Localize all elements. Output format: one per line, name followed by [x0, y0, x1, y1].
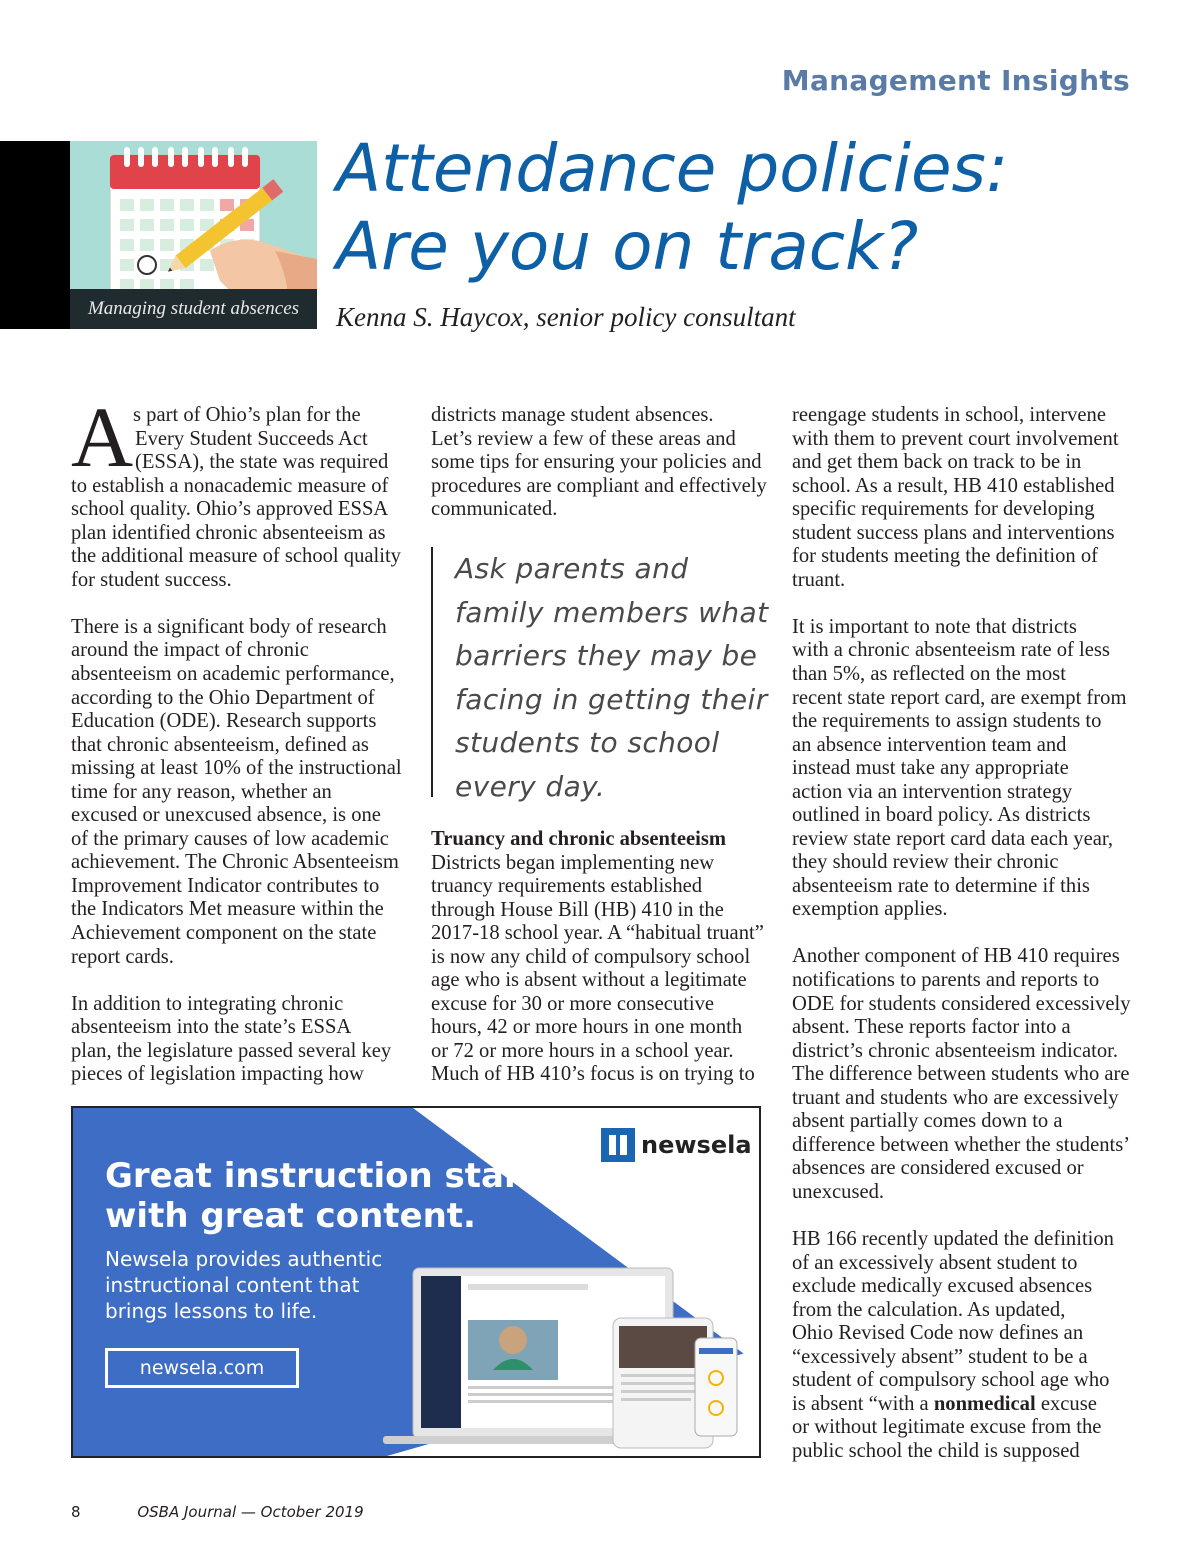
text-line: absenteeism rate to determine if this [792, 874, 1090, 897]
text-line: student of compulsory school age who [792, 1369, 1110, 1392]
text-line: Another component of HB 410 requires [792, 945, 1120, 968]
text-line: truancy requirements established [431, 875, 703, 898]
text-line: s part of Ohio’s plan for the [133, 404, 361, 426]
text-line [792, 1393, 1132, 1417]
text-line: the Indicators Met measure within the [71, 898, 384, 921]
ad-body-line: instructional content that [105, 1273, 360, 1297]
text-line: 2017-18 school year. A “habitual truant” [431, 922, 764, 945]
publication-info: OSBA Journal — October 2019 [137, 1503, 364, 1521]
column-3 [792, 404, 1132, 1487]
text-line: communicated. [431, 498, 558, 521]
text-line: the requirements to assign students to [792, 710, 1102, 733]
text-line: specific requirements for developing [792, 498, 1095, 521]
text-line: absences are considered excused or [792, 1157, 1084, 1180]
accent-bar [0, 141, 70, 329]
text-line: with a chronic absenteeism rate of less [792, 639, 1110, 662]
text-line: Districts began implementing new [431, 851, 715, 874]
text-line: notifications to parents and reports to [792, 969, 1100, 992]
text-line: with them to prevent court involvement [792, 427, 1119, 450]
text-line: or 72 or more hours in a school year. [431, 1039, 734, 1062]
text-line: HB 166 recently updated the definition [792, 1228, 1114, 1250]
text-line: (ESSA), the state was required [135, 451, 389, 474]
text-line: according to the Ohio Department of [71, 686, 375, 709]
column-1 [71, 389, 406, 1110]
article-headline [336, 130, 1156, 286]
text-line: review state report card data each year, [792, 827, 1114, 850]
text-line: recent state report card, are exempt from [792, 686, 1127, 709]
text-line: exemption applies. [792, 898, 948, 921]
text-line: than 5%, as reflected on the most [792, 662, 1066, 685]
text-line: absent. These reports factor into a [792, 1016, 1071, 1039]
text-line: an absence intervention team and [792, 733, 1067, 756]
text-line: The difference between students who are [792, 1063, 1130, 1086]
paragraph [792, 1228, 1132, 1463]
text-line: absenteeism on academic performance, [71, 662, 395, 685]
page-footer [71, 1503, 364, 1521]
text-line: procedures are compliant and effectively [431, 474, 767, 497]
paragraph [792, 616, 1132, 922]
paragraph [71, 389, 406, 592]
ad-body [105, 1246, 382, 1324]
paragraph [71, 616, 406, 969]
text-line: of an excessively absent student to [792, 1251, 1078, 1274]
text-line: Every Student Succeeds Act [135, 427, 368, 450]
hero-caption: Managing student absences [70, 289, 317, 329]
text-line: school quality. Ohio’s approved ESSA [71, 498, 389, 521]
paragraph [792, 404, 1132, 592]
text-line: plan identified chronic absenteeism as [71, 521, 386, 544]
text-line: plan, the legislature passed several key [71, 1039, 392, 1062]
ad-body-line: brings lessons to life. [105, 1299, 318, 1323]
text-line: It is important to note that districts [792, 615, 1077, 638]
text-line: achievement. The Chronic Absenteeism [71, 851, 399, 874]
text-line: school. As a result, HB 410 established [792, 474, 1115, 497]
text-line: age who is absent without a legitimate [431, 969, 747, 992]
pull-quote-line: every day. [455, 769, 606, 803]
byline: Kenna S. Haycox, senior policy consultant [336, 302, 796, 332]
section-subhead: Truancy and chronic absenteeism [431, 828, 726, 850]
text-line: There is a significant body of research [71, 615, 387, 638]
text-line: of the primary causes of low academic [71, 827, 389, 850]
text-line: difference between whether the students’ [792, 1133, 1131, 1156]
text-line: action via an intervention strategy [792, 780, 1073, 803]
text-line: absent partially comes down to a [792, 1110, 1063, 1133]
text-line: the additional measure of school quality [71, 545, 401, 568]
text-line: missing at least 10% of the instructional [71, 757, 402, 780]
text-line: pieces of legislation impacting how [71, 1063, 364, 1086]
pull-quote-line: Ask parents and [455, 552, 689, 585]
text-line: In addition to integrating chronic [71, 992, 344, 1015]
pull-quote-line: family members what [455, 595, 769, 629]
text-line: student success plans and interventions [792, 521, 1115, 544]
text-line: public school the child is supposed [792, 1439, 1080, 1462]
text-line: excused or unexcused absence, is one [71, 804, 381, 827]
text-line: around the impact of chronic [71, 639, 309, 662]
text-line: unexcused. [792, 1180, 885, 1203]
pull-quote-line: barriers they may be [455, 639, 758, 672]
text-line: for students meeting the definition of [792, 545, 1098, 568]
text-line: absenteeism into the state’s ESSA [71, 1016, 352, 1039]
text-line: Education (ODE). Research supports [71, 710, 377, 733]
text-line: and get them back on track to be in [792, 451, 1082, 474]
ad-body-line: Newsela provides authentic [105, 1247, 383, 1271]
newsela-advertisement[interactable] [71, 1106, 761, 1458]
text-line: Much of HB 410’s focus is on trying to [431, 1063, 755, 1086]
text-line: or without legitimate excuse from the [792, 1416, 1102, 1439]
drop-cap: A [71, 389, 134, 485]
text-line: for student success. [71, 568, 232, 591]
text-line: hours, 42 or more hours in one month [431, 1016, 743, 1039]
text-line: excuse for 30 or more consecutive [431, 992, 715, 1015]
text-line: report cards. [71, 945, 174, 968]
text-line: time for any reason, whether an [71, 780, 332, 803]
pull-quote-line: facing in getting their [455, 682, 768, 716]
headline-line: Are you on track? [336, 208, 919, 285]
paragraph [431, 404, 771, 522]
text-fragment: is absent “with a [792, 1392, 934, 1415]
section-label: Management Insights [781, 64, 1130, 97]
text-line: “excessively absent” student to be a [792, 1345, 1088, 1368]
text-line: Ohio Revised Code now defines an [792, 1322, 1084, 1345]
text-line: district’s chronic absenteeism indicator. [792, 1039, 1118, 1062]
text-line: from the calculation. As updated, [792, 1298, 1066, 1321]
text-line: Improvement Indicator contributes to [71, 874, 380, 897]
newsela-logo [601, 1128, 752, 1162]
text-line: exclude medically excused absences [792, 1275, 1093, 1298]
ad-headline-line: Great instruction starts [105, 1156, 558, 1196]
pull-quote-line: students to school [455, 726, 720, 759]
paragraph [792, 945, 1132, 1204]
pull-quote [431, 547, 776, 803]
newsela-link-button[interactable]: newsela.com [105, 1348, 299, 1388]
text-line: Let’s review a few of these areas and [431, 427, 736, 450]
ad-headline-line: with great content. [105, 1196, 476, 1236]
emphasis: nonmedical [933, 1392, 1036, 1415]
text-line: is now any child of compulsory school [431, 945, 751, 968]
text-line: truant. [792, 568, 846, 591]
text-line: outlined in board policy. As districts [792, 804, 1091, 827]
text-line: instead must take any appropriate [792, 757, 1069, 780]
text-line: Achievement component on the state [71, 921, 377, 944]
text-line: districts manage student absences. [431, 404, 714, 426]
text-fragment: excuse [1035, 1392, 1097, 1415]
text-line: reengage students in school, intervene [792, 404, 1106, 426]
headline-line: Attendance policies: [336, 130, 1009, 207]
column-2 [431, 404, 771, 545]
newsela-logo-icon [601, 1128, 635, 1162]
phone-mockup [695, 1338, 737, 1436]
text-line: that chronic absenteeism, defined as [71, 733, 369, 756]
page-number: 8 [71, 1503, 81, 1521]
text-line: they should review their chronic [792, 851, 1059, 874]
text-line: ODE for students considered excessively [792, 992, 1131, 1015]
column-2-lower [431, 828, 771, 1087]
text-line: through House Bill (HB) 410 in the [431, 898, 724, 921]
text-line: to establish a nonacademic measure of [71, 474, 389, 497]
ad-headline [105, 1156, 557, 1236]
text-line: some tips for ensuring your policies and [431, 451, 762, 474]
newsela-logo-text: newsela [641, 1131, 752, 1159]
text-line: truant and students who are excessively [792, 1086, 1119, 1109]
paragraph [71, 993, 406, 1087]
